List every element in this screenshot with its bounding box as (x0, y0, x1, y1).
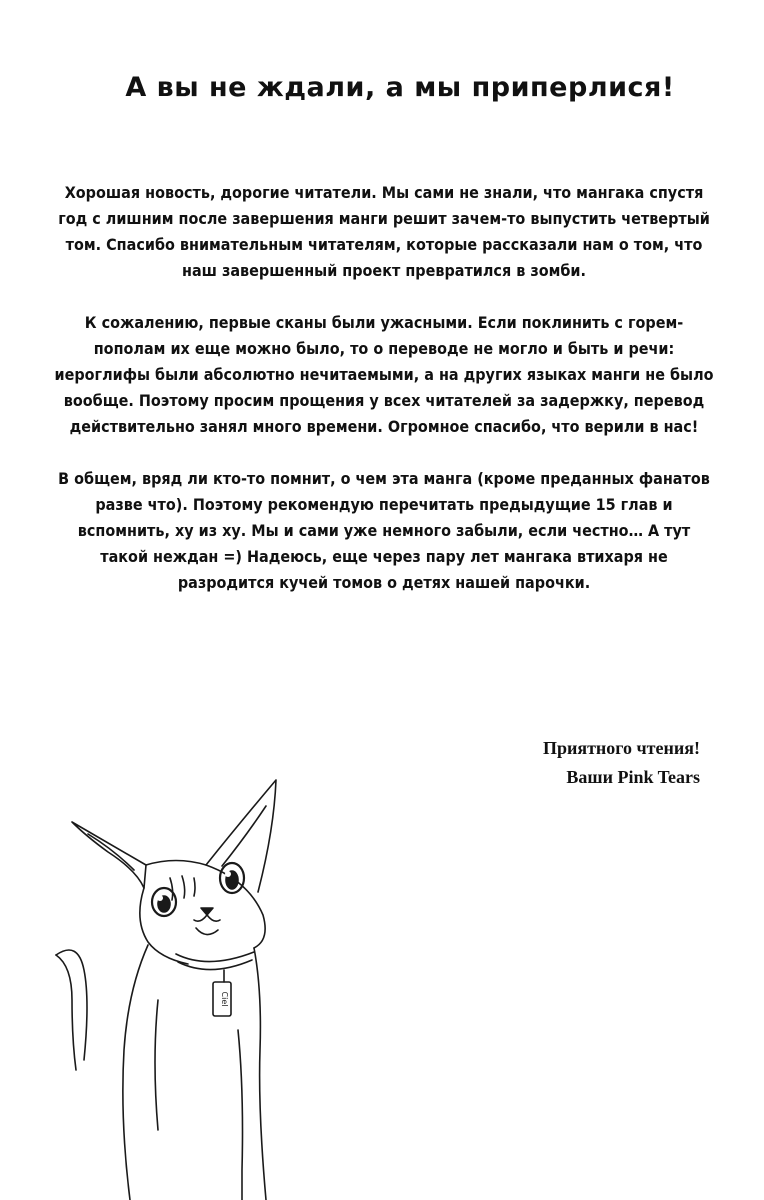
collar-tag-text: Ciel (220, 991, 229, 1007)
paragraph-1: Хорошая новость, дорогие читатели. Мы сами не знали, что мангака спустя год с лишним после завершения манги решит зачем-то выпустить четвертый том. Спасибо внимательным читателям, которые рассказали нам о том, что наш завершенный проект превратился в зомби. (58, 183, 710, 280)
cat-body (123, 945, 148, 1200)
cat-collar (176, 952, 254, 962)
signature (543, 734, 700, 792)
message-body (52, 180, 716, 622)
signature-greeting: Приятного чтения! (542, 738, 700, 758)
paragraph-2: К сожалению, первые сканы были ужасными. Если поклинить с горем-пополам их еще можно было, то о переводе не могло и быть и речи: иероглифы были абсолютно нечитаемыми, а на других языках манги не было вообще. Поэтому просим прощения у всех читателей за задержку, перевод действительно занял много времени. Огромное спасибо, что верили в нас! (54, 313, 714, 436)
cat-mouth (196, 928, 218, 935)
cat-nose (201, 908, 213, 915)
page-title: А вы не ждали, а мы приперлися! (125, 72, 675, 103)
signature-team: Ваши Pink Tears (566, 767, 700, 787)
cat-left-ear (72, 822, 146, 888)
cat-illustration (48, 770, 348, 1200)
paragraph-3: В общем, вряд ли кто-то помнит, о чем эта манга (кроме преданных фанатов разве что). Поэтому рекомендую перечитать предыдущие 15 глав и вспомнить, ху из ху. Мы и сами уже немного забыли, если честно… А тут такой неждан =) Надеюсь, еще через пару лет мангака втихаря не разродится кучей томов о детях нашей парочки. (58, 469, 710, 592)
cat-right-ear (206, 780, 276, 892)
